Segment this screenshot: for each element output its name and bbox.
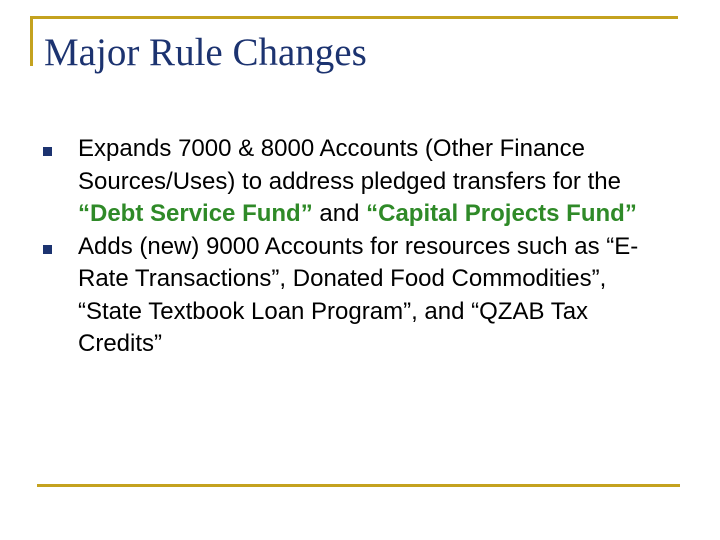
bottom-divider-line — [37, 484, 680, 487]
square-bullet-icon — [43, 147, 52, 156]
top-divider-line — [30, 16, 678, 19]
left-divider-line — [30, 16, 33, 66]
bullet-1-text-part-2: and — [312, 200, 367, 227]
bullet-item-2 — [43, 231, 673, 361]
bullet-1-text-part-1: Expands 7000 & 8000 Accounts (Other Finance Sources/Uses) to address pledged transfers for the — [78, 135, 621, 195]
bullet-item-1 — [43, 133, 673, 231]
bullet-2-text: Adds (new) 9000 Accounts for resources such as “E-Rate Transactions”, Donated Food Commodities”, “State Textbook Loan Program”, and “QZAB Tax Credits” — [78, 232, 639, 357]
slide-title: Major Rule Changes — [44, 31, 367, 74]
bullet-1-highlight-capital-projects-fund: “Capital Projects Fund” — [366, 200, 637, 227]
square-bullet-icon — [43, 245, 52, 254]
bullet-1-highlight-debt-service-fund: “Debt Service Fund” — [78, 200, 313, 227]
bullet-list — [43, 133, 673, 361]
